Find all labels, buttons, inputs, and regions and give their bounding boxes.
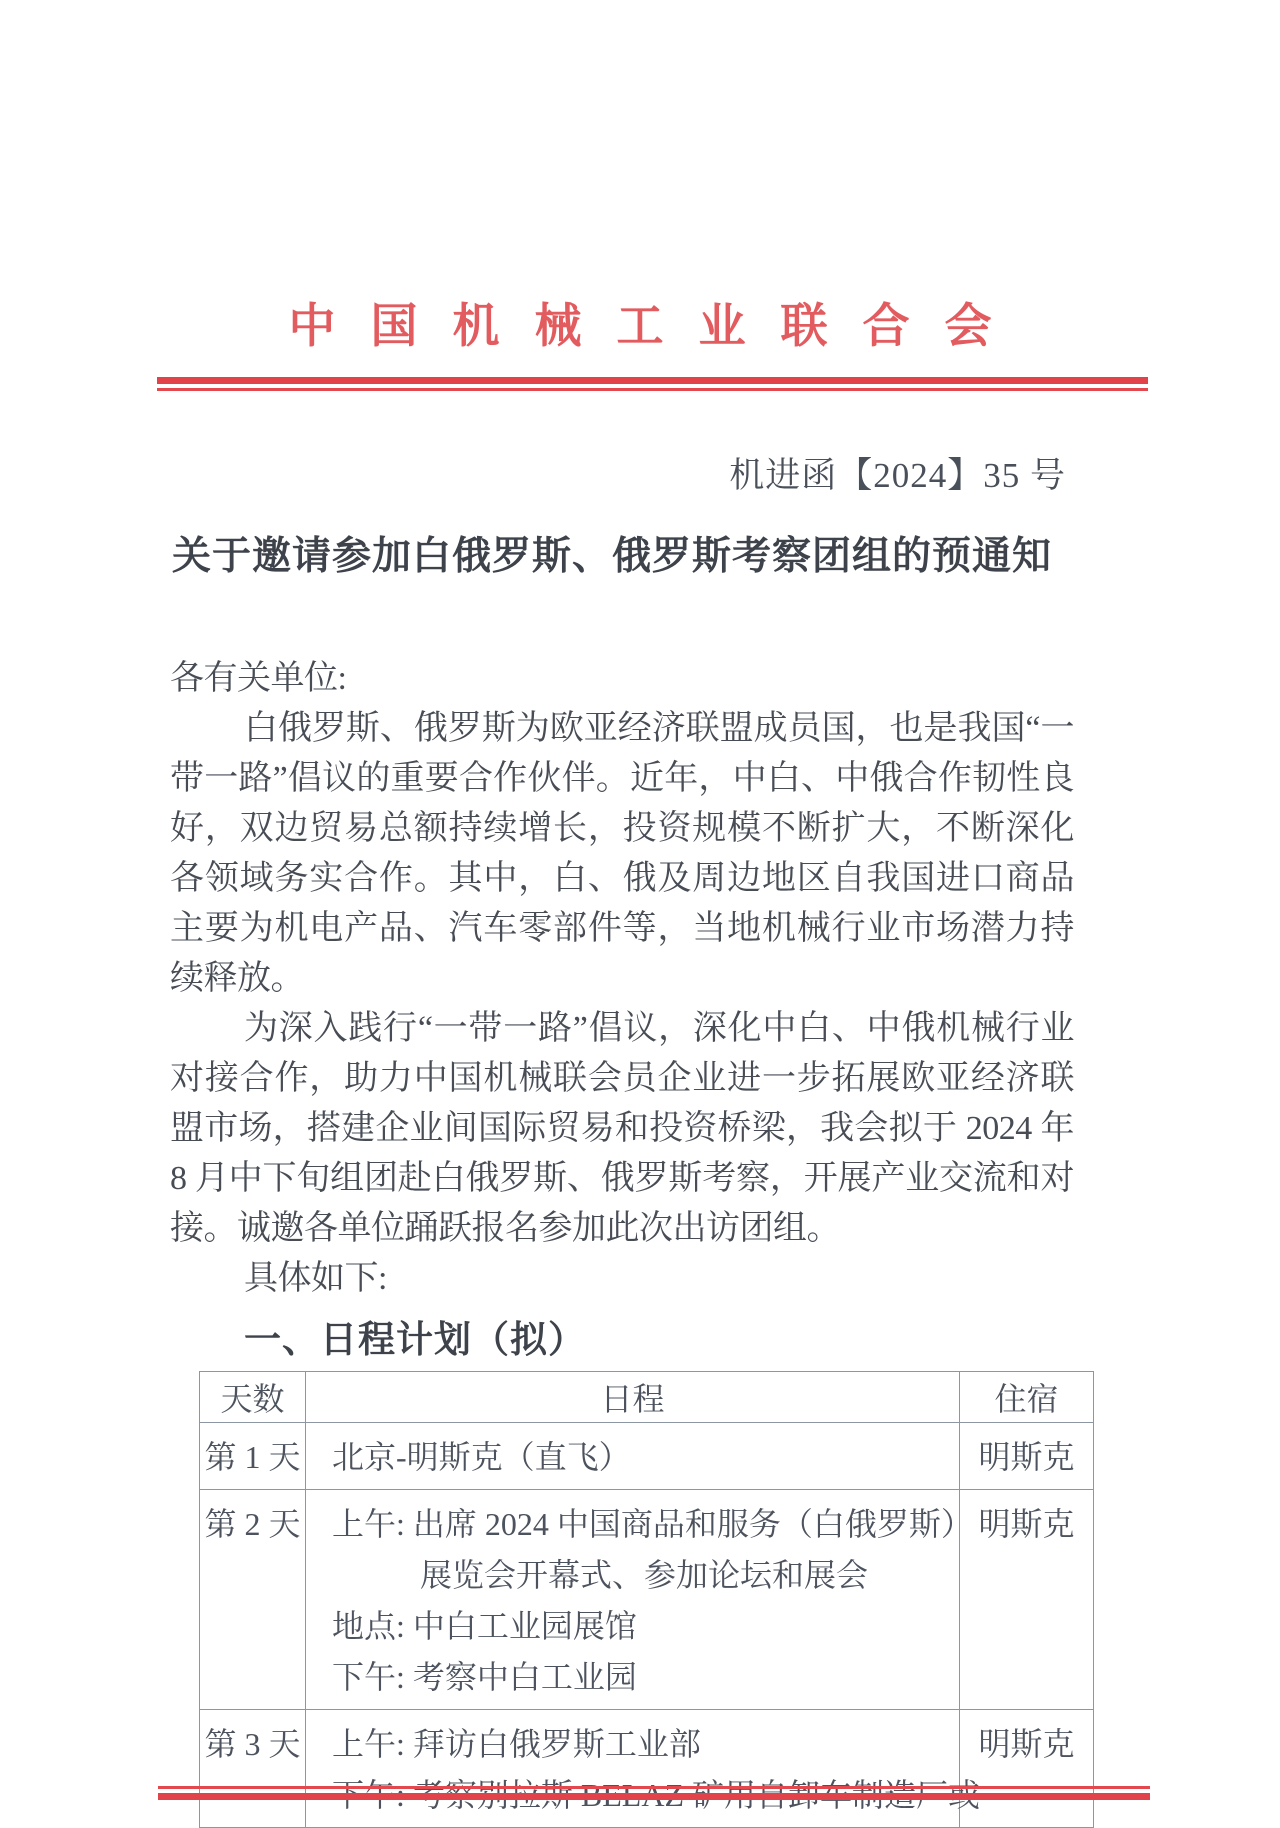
day-label: 第 2 天 [200, 1490, 306, 1710]
schedule-line: 展览会开幕式、参加论坛和展会 [420, 1557, 869, 1594]
organization-name: 中国机械工业联合会 [288, 301, 1027, 353]
stay-label: 明斯克 [960, 1490, 1094, 1710]
section-heading-itinerary: 一、日程计划（拟） [244, 1319, 586, 1361]
red-rule-thick [158, 1793, 1150, 1800]
schedule-line: 上午: 拜访白俄罗斯工业部 [332, 1726, 701, 1763]
paragraph-2: 为深入践行“一带一路”倡议，深化中白、中俄机械行业对接合作，助力中国机械联会员企业进一步拓展欧亚经济联盟市场，搭建企业间国际贸易和投资桥梁，我会拟于 2024 年 8 月中下旬组团赴白俄罗斯、俄罗斯考察，开展产业交流和对接。诚邀各单位踊跃报名参加此次出访团组。 [170, 1010, 1074, 1248]
stay-label: 明斯克 [960, 1710, 1094, 1828]
table-row-day1 [200, 1423, 1094, 1490]
header-schedule: 日程 [306, 1372, 960, 1423]
header-days: 天数 [200, 1372, 306, 1423]
itinerary-table [199, 1371, 1094, 1828]
document-body [170, 654, 1074, 1304]
red-rule-thin [158, 1786, 1150, 1789]
schedule-line: 北京-明斯克（直飞） [332, 1439, 631, 1476]
footer-divider [158, 1786, 1150, 1800]
schedule-cell [306, 1423, 960, 1490]
salutation: 各有关单位: [170, 660, 347, 698]
table-row-day3 [200, 1710, 1094, 1828]
closing-line: 具体如下: [244, 1260, 387, 1298]
document-title: 关于邀请参加白俄罗斯、俄罗斯考察团组的预通知 [172, 535, 1053, 579]
header-stay: 住宿 [960, 1372, 1094, 1423]
paragraph-1: 白俄罗斯、俄罗斯为欧亚经济联盟成员国，也是我国“一带一路”倡议的重要合作伙伴。近年，中白、中俄合作韧性良好，双边贸易总额持续增长，投资规模不断扩大，不断深化各领域务实合作。其中，白、俄及周边地区自我国进口商品主要为机电产品、汽车零部件等，当地机械行业市场潜力持续释放。 [170, 710, 1074, 998]
schedule-cell [306, 1490, 973, 1710]
letterhead-divider [157, 377, 1148, 391]
schedule-line: 上午: 出席 2024 中国商品和服务（白俄罗斯） [332, 1506, 973, 1543]
schedule-line: 下午: 考察中白工业园 [332, 1659, 637, 1696]
day-label: 第 3 天 [200, 1710, 306, 1828]
table-header-row [200, 1372, 1094, 1423]
schedule-cell [306, 1710, 960, 1828]
stay-label: 明斯克 [960, 1423, 1094, 1490]
schedule-line: 地点: 中白工业园展馆 [332, 1608, 637, 1645]
red-rule-thin [157, 388, 1148, 391]
document-number: 机进函【2024】35 号 [729, 456, 1066, 496]
day-label: 第 1 天 [200, 1423, 306, 1490]
red-rule-thick [157, 377, 1148, 384]
table-row-day2 [200, 1490, 1094, 1710]
